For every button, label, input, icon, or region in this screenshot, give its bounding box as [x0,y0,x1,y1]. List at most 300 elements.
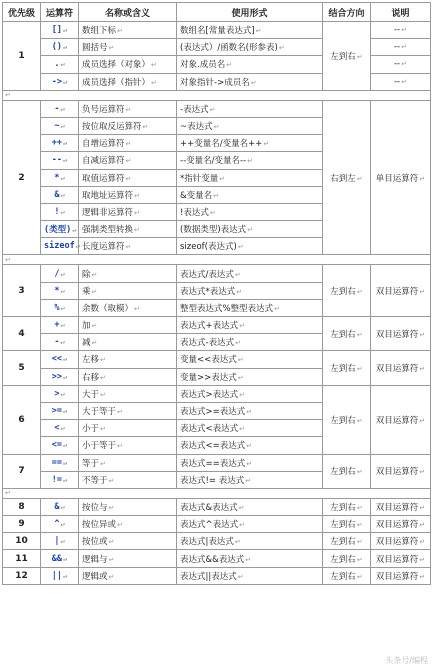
usage-text: 表达式&&表达式 [180,554,245,565]
note-text: -- [393,59,401,70]
paragraph-mark: ↵ [100,373,106,382]
paragraph-mark: ↵ [100,390,106,399]
note-text: 双目运算符 [375,329,419,340]
meaning-cell [79,135,177,152]
associativity-cell [323,317,371,351]
paragraph-mark: ↵ [239,521,245,530]
usage-cell [177,317,323,334]
operator-cell [41,299,79,316]
note-cell [371,385,431,454]
priority-cell: 12 [3,567,41,584]
meaning-text: 乘 [82,286,91,297]
paragraph-mark: ↵ [117,408,123,417]
paragraph-mark: ↵ [356,538,363,547]
paragraph-mark: ↵ [245,555,252,564]
associativity-cell [323,516,371,533]
usage-text: 表达式!= 表达式 [180,475,245,486]
table-row [3,100,431,117]
paragraph-mark: ↵ [108,476,115,485]
priority-cell: 6 [3,385,41,454]
header-operator: 运算符 [41,3,79,22]
meaning-text: 等于 [82,458,100,469]
paragraph-mark: ↵ [91,339,98,348]
paragraph-mark: ↵ [63,139,68,148]
paragraph-mark: ↵ [356,287,363,296]
associativity-cell [323,533,371,550]
usage-cell [177,265,323,282]
meaning-text: 右移 [82,372,100,383]
note-cell [371,317,431,351]
meaning-cell [79,567,177,584]
header-name: 名称或含义 [79,3,177,22]
meaning-text: 不等于 [82,475,108,486]
operator-symbol: <= [51,440,63,451]
operator-symbol: > [54,388,60,399]
paragraph-mark: ↵ [401,43,407,52]
paragraph-mark: ↵ [5,255,11,264]
paragraph-mark: ↵ [108,538,115,547]
meaning-text: 按位取反运算符 [82,122,142,133]
operator-cell [41,567,79,584]
meaning-cell [79,117,177,134]
paragraph-mark: ↵ [100,356,106,365]
usage-cell [177,437,323,454]
priority-cell: 4 [3,317,41,351]
paragraph-mark: ↵ [219,174,226,183]
operator-cell [41,471,79,488]
usage-text: *指针变量 [180,173,219,184]
paragraph-mark: ↵ [117,521,123,530]
paragraph-mark: ↵ [60,537,65,546]
paragraph-mark: ↵ [356,330,363,339]
priority-cell: 7 [3,454,41,488]
paragraph-mark: ↵ [60,389,65,398]
meaning-cell [79,351,177,368]
meaning-text: 减 [82,338,91,349]
usage-cell [177,203,323,220]
meaning-cell [79,39,177,56]
operator-symbol: (类型) [44,225,72,236]
paragraph-mark: ↵ [60,286,65,295]
meaning-text: 小于等于 [82,441,117,452]
usage-cell [177,533,323,550]
usage-text: 对象.成员名 [180,60,226,71]
table-row [3,516,431,533]
paragraph-mark: ↵ [246,408,253,417]
meaning-text: 自增运算符 [82,139,125,150]
paragraph-mark: ↵ [419,503,426,512]
associativity-cell [323,498,371,515]
usage-text: 表达式==表达式 [180,458,246,469]
priority-cell: 10 [3,533,41,550]
paragraph-mark: ↵ [234,270,241,279]
usage-cell [177,471,323,488]
paragraph-mark: ↵ [239,322,245,331]
paragraph-mark: ↵ [246,459,253,468]
usage-text: 表达式>=表达式 [180,407,246,418]
table-row [3,498,431,515]
paragraph-mark: ↵ [247,157,254,166]
meaning-cell [79,454,177,471]
note-text: 双目运算符 [375,467,419,478]
note-cell [371,550,431,567]
paragraph-mark: ↵ [419,174,426,183]
associativity-text: 左到右 [330,51,356,62]
usage-text: &变量名 [180,190,213,201]
table-row [3,454,431,471]
table-row [3,533,431,550]
usage-cell [177,567,323,584]
operator-cell [41,368,79,385]
paragraph-mark: ↵ [356,468,363,477]
associativity-text: 左到右 [330,415,356,426]
paragraph-mark: ↵ [356,174,363,183]
paragraph-mark: ↵ [100,425,106,434]
operator-cell [41,100,79,117]
paragraph-mark: ↵ [108,44,115,53]
paragraph-mark: ↵ [108,572,115,581]
paragraph-mark: ↵ [419,521,426,530]
operator-cell [41,135,79,152]
priority-cell: 1 [3,22,41,91]
usage-text: 表达式*表达式 [180,286,236,297]
meaning-cell [79,334,177,351]
meaning-cell [79,265,177,282]
spacer-row [3,90,431,100]
operator-symbol: ^ [54,519,60,530]
paragraph-mark: ↵ [246,442,253,451]
table-row [3,265,431,282]
operator-symbol: & [54,189,60,200]
paragraph-mark: ↵ [117,27,123,36]
meaning-cell [79,402,177,419]
paragraph-mark: ↵ [356,416,363,425]
meaning-text: 成员选择（对象） [82,60,151,71]
paragraph-mark: ↵ [247,226,254,235]
usage-text: 表达式>表达式 [180,389,239,400]
paragraph-mark: ↵ [117,442,123,451]
paragraph-mark: ↵ [245,476,252,485]
usage-text: 变量<<表达式 [180,355,237,366]
operator-cell [41,351,79,368]
note-text: 单目运算符 [375,173,419,184]
operator-cell [41,282,79,299]
note-cell [371,498,431,515]
note-cell [371,56,431,73]
paragraph-mark: ↵ [255,27,262,36]
paragraph-mark: ↵ [63,355,68,364]
operator-cell [41,117,79,134]
paragraph-mark: ↵ [356,521,363,530]
paragraph-mark: ↵ [63,26,68,35]
usage-cell [177,22,323,39]
meaning-cell [79,238,177,255]
usage-text: 表达式&表达式 [180,502,238,513]
usage-text: 表达式-表达式 [180,338,235,349]
paragraph-mark: ↵ [226,61,233,70]
usage-cell [177,169,323,186]
usage-cell [177,221,323,238]
paragraph-mark: ↵ [60,338,65,347]
meaning-cell [79,100,177,117]
note-text: -- [393,42,401,53]
paragraph-mark: ↵ [419,287,426,296]
meaning-cell [79,221,177,238]
meaning-cell [79,56,177,73]
spacer-row [3,255,431,265]
operator-cell [41,516,79,533]
paragraph-mark: ↵ [125,157,132,166]
paragraph-mark: ↵ [356,52,363,61]
table-row [3,351,431,368]
note-text: 双目运算符 [375,364,419,375]
operator-symbol: != [51,474,63,485]
note-text: 双目运算符 [375,554,419,565]
usage-text: !表达式 [180,207,209,218]
associativity-cell [323,550,371,567]
operator-symbol: < [54,423,60,434]
paragraph-mark: ↵ [237,243,244,252]
operator-cell [41,420,79,437]
usage-cell [177,282,323,299]
associativity-cell [323,265,371,317]
meaning-cell [79,516,177,533]
paragraph-mark: ↵ [239,390,245,399]
usage-cell [177,385,323,402]
associativity-cell [323,454,371,488]
paragraph-mark: ↵ [5,489,11,498]
usage-text: ++变量名/变量名++ [180,139,263,150]
operator-cell [41,402,79,419]
associativity-text: 左到右 [330,364,356,375]
paragraph-mark: ↵ [209,208,216,217]
meaning-text: 余数（取模） [82,303,134,314]
paragraph-mark: ↵ [237,572,244,581]
usage-cell [177,402,323,419]
associativity-cell [323,22,371,91]
paragraph-mark: ↵ [278,44,285,53]
paragraph-mark: ↵ [91,287,98,296]
usage-cell [177,299,323,316]
operator-cell [41,203,79,220]
meaning-cell [79,203,177,220]
operator-symbol: % [54,302,60,313]
paragraph-mark: ↵ [60,207,65,216]
associativity-text: 左到右 [330,571,356,582]
usage-cell [177,135,323,152]
operator-precedence-table [2,2,431,585]
operator-symbol: == [51,457,63,468]
operator-symbol: + [54,320,60,331]
paragraph-mark: ↵ [419,572,426,581]
paragraph-mark: ↵ [60,190,65,199]
paragraph-mark: ↵ [356,365,363,374]
associativity-text: 左到右 [330,520,356,531]
paragraph-mark: ↵ [63,571,68,580]
note-cell [371,100,431,255]
operator-symbol: ~ [54,121,60,132]
operator-symbol: -> [51,76,63,87]
meaning-text: 自减运算符 [82,156,125,167]
paragraph-mark: ↵ [125,140,132,149]
operator-symbol: . [54,59,60,70]
usage-cell [177,498,323,515]
paragraph-mark: ↵ [72,226,77,235]
paragraph-mark: ↵ [134,208,140,217]
meaning-text: 按位异或 [82,520,117,531]
spacer-row [3,488,431,498]
meaning-text: 逻辑与 [82,554,108,565]
paragraph-mark: ↵ [63,458,68,467]
usage-text: 变量>>表达式 [180,372,237,383]
note-cell [371,73,431,90]
meaning-text: 数组下标 [82,26,117,37]
spacer-cell [3,488,431,498]
usage-text: --变量名/变量名-- [180,156,247,167]
paragraph-mark: ↵ [63,372,68,381]
paragraph-mark: ↵ [63,554,68,563]
operator-symbol: -- [51,155,63,166]
operator-symbol: | [54,536,60,547]
paragraph-mark: ↵ [213,123,220,132]
operator-cell [41,334,79,351]
usage-cell [177,100,323,117]
paragraph-mark: ↵ [5,91,11,100]
header-row [3,3,431,22]
note-cell [371,265,431,317]
paragraph-mark: ↵ [213,191,220,200]
usage-text: ~表达式 [180,122,213,133]
meaning-text: 强制类型转换 [82,225,134,236]
paragraph-mark: ↵ [237,373,244,382]
operator-cell [41,498,79,515]
associativity-text: 左到右 [330,329,356,340]
usage-text: 对象指针->成员名 [180,77,250,88]
operator-cell [41,265,79,282]
meaning-text: 左移 [82,355,100,366]
header-priority: 优先级 [3,3,41,22]
paragraph-mark: ↵ [356,555,363,564]
paragraph-mark: ↵ [234,538,241,547]
meaning-cell [79,186,177,203]
meaning-cell [79,471,177,488]
paragraph-mark: ↵ [91,322,98,331]
meaning-text: 除 [82,269,91,280]
paragraph-mark: ↵ [419,365,426,374]
paragraph-mark: ↵ [401,60,407,69]
paragraph-mark: ↵ [63,156,68,165]
watermark: 头条号/编程 [385,656,428,665]
meaning-text: 成员选择（指针） [82,77,151,88]
spacer-cell [3,90,431,100]
note-text: 双目运算符 [375,502,419,513]
priority-cell: 3 [3,265,41,317]
paragraph-mark: ↵ [60,502,65,511]
usage-cell [177,117,323,134]
paragraph-mark: ↵ [209,105,216,114]
usage-cell [177,368,323,385]
usage-cell [177,454,323,471]
paragraph-mark: ↵ [134,226,140,235]
usage-text: 整型表达式%整型表达式 [180,303,274,314]
paragraph-mark: ↵ [63,475,68,484]
associativity-text: 左到右 [330,467,356,478]
usage-cell [177,420,323,437]
paragraph-mark: ↵ [235,339,241,348]
paragraph-mark: ↵ [125,174,132,183]
note-cell [371,351,431,385]
table-row [3,385,431,402]
paragraph-mark: ↵ [60,303,65,312]
table-row [3,317,431,334]
operator-cell [41,152,79,169]
paragraph-mark: ↵ [419,555,426,564]
note-text: 双目运算符 [375,415,419,426]
usage-text: 表达式^表达式 [180,520,239,531]
usage-text: 表达式/表达式 [180,269,234,280]
usage-text: 表达式<表达式 [180,424,239,435]
operator-cell [41,317,79,334]
operator-cell [41,454,79,471]
operator-cell [41,385,79,402]
operator-cell [41,221,79,238]
paragraph-mark: ↵ [60,60,65,69]
paragraph-mark: ↵ [60,321,65,330]
associativity-cell [323,351,371,385]
table-body [3,22,431,585]
paragraph-mark: ↵ [125,243,132,252]
paragraph-mark: ↵ [108,503,115,512]
meaning-text: 圆括号 [82,43,108,54]
meaning-cell [79,317,177,334]
associativity-cell [323,567,371,584]
usage-text: (数据类型)表达式 [180,225,247,236]
table-row [3,22,431,39]
spacer-cell [3,255,431,265]
header-note: 说明 [371,3,431,22]
meaning-cell [79,420,177,437]
note-cell [371,533,431,550]
operator-cell [41,550,79,567]
table-row [3,550,431,567]
operator-symbol: >> [51,371,63,382]
priority-cell: 8 [3,498,41,515]
meaning-text: 按位或 [82,537,108,548]
priority-cell: 2 [3,100,41,255]
operator-symbol: && [51,553,63,564]
operator-symbol: [] [51,25,63,36]
note-text: 双目运算符 [375,571,419,582]
operator-cell [41,169,79,186]
note-text: 双目运算符 [375,286,419,297]
operator-symbol: * [54,285,60,296]
usage-cell [177,516,323,533]
usage-cell [177,550,323,567]
associativity-text: 右到左 [330,173,356,184]
operator-symbol: sizeof [44,241,75,252]
operator-symbol: ++ [51,138,63,149]
associativity-text: 左到右 [330,502,356,513]
associativity-cell [323,385,371,454]
priority-cell: 9 [3,516,41,533]
operator-symbol: || [51,570,63,581]
usage-text: 表达式||表达式 [180,571,237,582]
usage-text: sizeof(表达式) [180,242,237,253]
operator-cell [41,39,79,56]
usage-text: 表达式+表达式 [180,321,239,332]
note-text: 双目运算符 [375,537,419,548]
note-cell [371,39,431,56]
